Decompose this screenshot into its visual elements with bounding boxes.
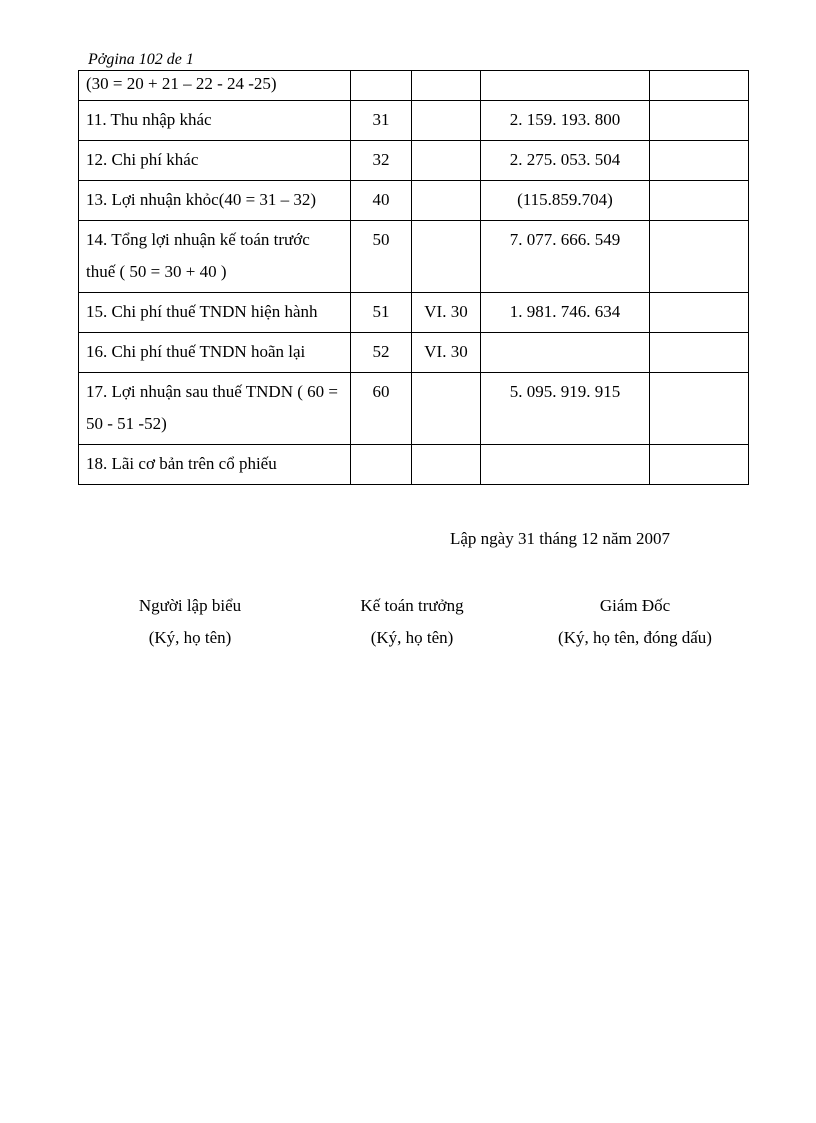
row-description: (30 = 20 + 21 – 22 - 24 -25) bbox=[79, 71, 351, 101]
row-previous-value bbox=[650, 181, 749, 221]
income-statement-table bbox=[78, 70, 749, 485]
row-description: 15. Chi phí thuế TNDN hiện hành bbox=[79, 293, 351, 333]
table-row bbox=[79, 181, 749, 221]
row-description: 11. Thu nhập khác bbox=[79, 101, 351, 141]
table-row bbox=[79, 333, 749, 373]
row-current-value: 1. 981. 746. 634 bbox=[481, 293, 650, 333]
row-note bbox=[412, 221, 481, 293]
row-code: 31 bbox=[351, 101, 412, 141]
row-current-value bbox=[481, 71, 650, 101]
row-current-value: 5. 095. 919. 915 bbox=[481, 373, 650, 445]
row-code: 60 bbox=[351, 373, 412, 445]
table-row bbox=[79, 373, 749, 445]
row-note bbox=[412, 141, 481, 181]
signature-title: Giám Đốc bbox=[599, 596, 671, 615]
row-code bbox=[351, 445, 412, 485]
row-note bbox=[412, 181, 481, 221]
row-note: VI. 30 bbox=[412, 293, 481, 333]
row-note: VI. 30 bbox=[412, 333, 481, 373]
row-note bbox=[412, 101, 481, 141]
row-previous-value bbox=[650, 373, 749, 445]
row-current-value: 7. 077. 666. 549 bbox=[481, 221, 650, 293]
table-row bbox=[79, 293, 749, 333]
row-note bbox=[412, 445, 481, 485]
row-current-value bbox=[481, 445, 650, 485]
row-description: 18. Lãi cơ bản trên cổ phiếu bbox=[79, 445, 351, 485]
page-header: Pởgina 102 de 1 bbox=[88, 51, 194, 68]
row-note bbox=[412, 71, 481, 101]
row-previous-value bbox=[650, 221, 749, 293]
row-previous-value bbox=[650, 445, 749, 485]
row-current-value: 2. 275. 053. 504 bbox=[481, 141, 650, 181]
row-current-value: (115.859.704) bbox=[481, 181, 650, 221]
row-code: 51 bbox=[351, 293, 412, 333]
row-previous-value bbox=[650, 71, 749, 101]
row-code: 40 bbox=[351, 181, 412, 221]
row-current-value: 2. 159. 193. 800 bbox=[481, 101, 650, 141]
table-row bbox=[79, 445, 749, 485]
signature-preparer bbox=[110, 590, 270, 654]
row-previous-value bbox=[650, 141, 749, 181]
table-row bbox=[79, 71, 749, 101]
row-previous-value bbox=[650, 293, 749, 333]
signature-title: Kế toán trưởng bbox=[360, 596, 464, 615]
row-code bbox=[351, 71, 412, 101]
row-note bbox=[412, 373, 481, 445]
row-current-value bbox=[481, 333, 650, 373]
table-row bbox=[79, 101, 749, 141]
row-description: 17. Lợi nhuận sau thuế TNDN ( 60 = 50 - 51 -52) bbox=[79, 373, 351, 445]
row-previous-value bbox=[650, 101, 749, 141]
row-code: 52 bbox=[351, 333, 412, 373]
signature-note: (Ký, họ tên) bbox=[370, 628, 454, 647]
signature-note: (Ký, họ tên) bbox=[148, 628, 232, 647]
table-row bbox=[79, 141, 749, 181]
signature-director bbox=[535, 590, 735, 654]
row-code: 50 bbox=[351, 221, 412, 293]
row-description: 16. Chi phí thuế TNDN hoãn lại bbox=[79, 333, 351, 373]
row-previous-value bbox=[650, 333, 749, 373]
table-row bbox=[79, 221, 749, 293]
row-code: 32 bbox=[351, 141, 412, 181]
signature-note: (Ký, họ tên, đóng dấu) bbox=[558, 628, 712, 647]
row-description: 12. Chi phí khác bbox=[79, 141, 351, 181]
signature-title: Người lập biểu bbox=[138, 596, 242, 615]
row-description: 14. Tổng lợi nhuận kế toán trước thuế ( 50 = 30 + 40 ) bbox=[79, 221, 351, 293]
row-description: 13. Lợi nhuận khỏc(40 = 31 – 32) bbox=[79, 181, 351, 221]
report-date: Lập ngày 31 tháng 12 năm 2007 bbox=[450, 529, 671, 548]
signature-chief-accountant bbox=[332, 590, 492, 654]
